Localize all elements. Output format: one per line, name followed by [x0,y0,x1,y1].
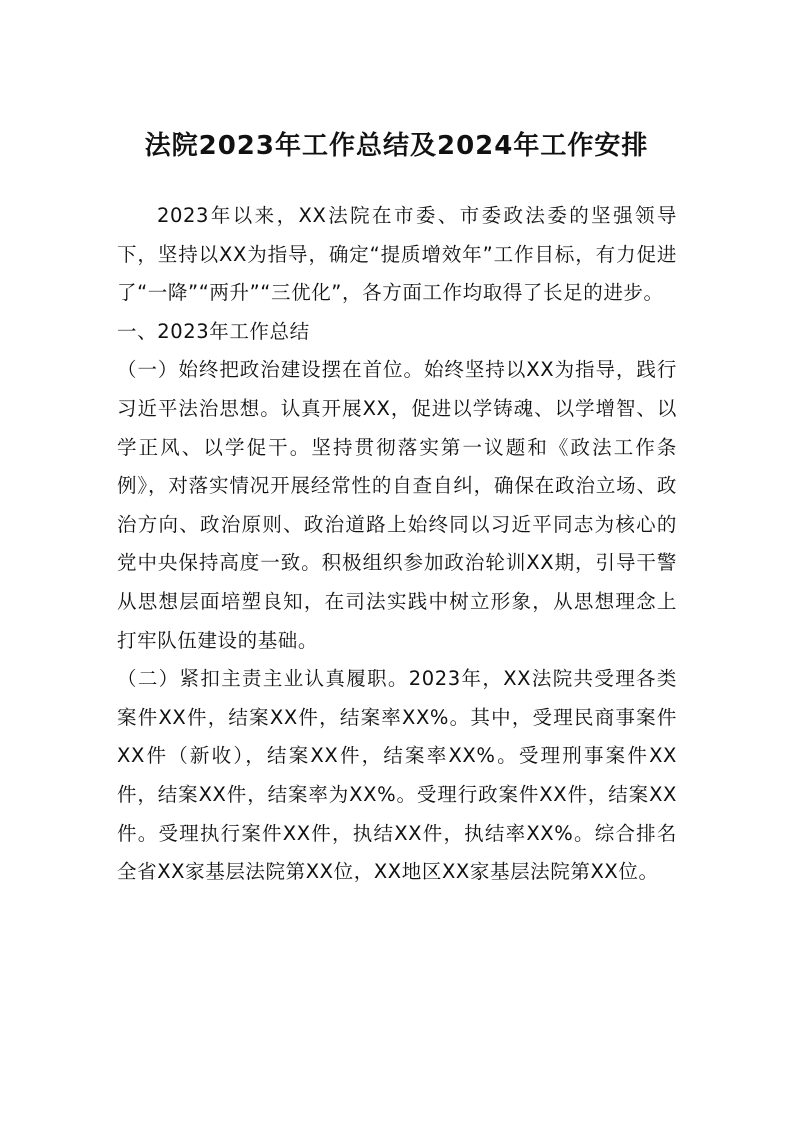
document-body [117,197,677,892]
document-title: 法院2023年工作总结及2024年工作安排 [144,131,649,161]
intro-paragraph: 2023年以来，XX法院在市委、市委政法委的坚强领导下，坚持以XX为指导，确定“提质增效年”工作目标，有力促进了“一降”“两升”“三优化”，各方面工作均取得了长足的进步。 [117,204,677,305]
body-paragraph-duties: （二）紧扣主责主业认真履职。2023年，XX法院共受理各类案件XX件，结案XX件，结案率XX%。其中，受理民商事案件XX件（新收），结案XX件，结案率XX%。受理刑事案件XX件，结案XX件，结案率为XX%。受理行政案件XX件，结案XX件。受理执行案件XX件，执结XX件，执结率XX%。综合排名全省XX家基层法院第XX位，XX地区XX家基层法院第XX位。 [117,667,677,884]
body-paragraph-political: （一）始终把政治建设摆在首位。始终坚持以XX为指导，践行习近平法治思想。认真开展XX，促进以学铸魂、以学增智、以学正风、以学促干。坚持贯彻落实第一议题和《政法工作条例》，对落实情况开展经常性的自查自纠，确保在政治立场、政治方向、政治原则、政治道路上始终同以习近平同志为核心的党中央保持高度一致。积极组织参加政治轮训XX期，引导干警从思想层面培塑良知，在司法实践中树立形象，从思想理念上打牢队伍建设的基础。 [117,358,677,652]
section-heading: 一、2023年工作总结 [117,319,310,343]
